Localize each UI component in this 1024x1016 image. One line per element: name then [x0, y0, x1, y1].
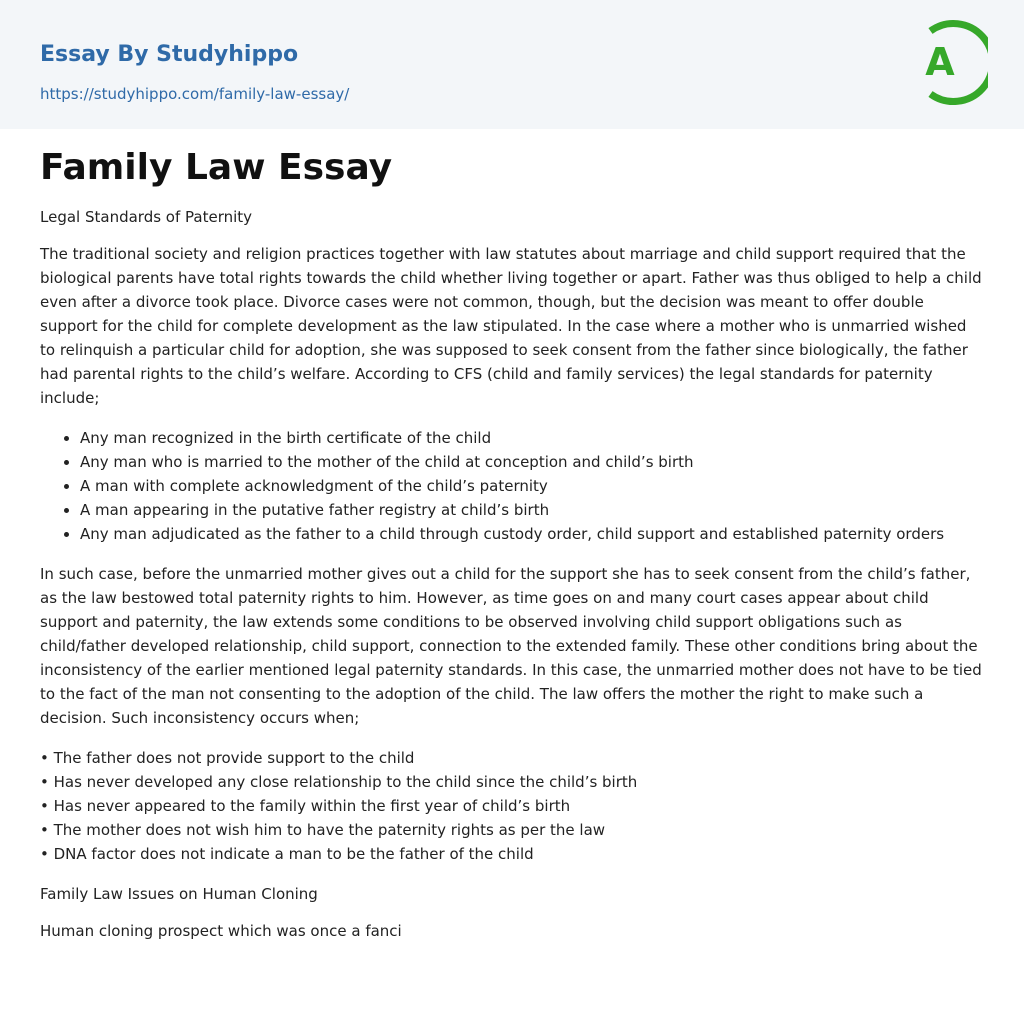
paternity-standards-list — [40, 426, 984, 546]
paragraph-cloning: Human cloning prospect which was once a fanci — [40, 922, 402, 940]
list-item: • DNA factor does not indicate a man to be the father of the child — [40, 845, 534, 863]
site-header — [0, 0, 1024, 129]
logo-letter: A — [925, 40, 955, 84]
inconsistency-list — [40, 746, 984, 866]
list-item: • Any man adjudicated as the father to a child through custody order, child support and established paternity orders — [80, 522, 984, 546]
list-item: • A man with complete acknowledgment of the child’s paternity — [80, 474, 984, 498]
list-item: • A man appearing in the putative father registry at child’s birth — [80, 498, 984, 522]
list-item: • Any man recognized in the birth certificate of the child — [80, 426, 984, 450]
section-heading-cloning: Family Law Issues on Human Cloning — [40, 885, 318, 903]
list-item: • Has never appeared to the family within the first year of child’s birth — [40, 797, 571, 815]
article — [40, 140, 984, 943]
paragraph-inconsistency: In such case, before the unmarried mother gives out a child for the support she has to seek consent from the child’s father, as the law bestowed total paternity rights to him. However, as time goes on and many court cases appear about child support and paternity, the law extends some conditions to be observed involving child support obligations such as child/father developed relationship, child support, connection to the extended family. These other conditions bring about the inconsistency of the earlier mentioned legal paternity standards. In this case, the unmarried mother does not have to be tied to the fact of the man not consenting to the adoption of the child. The law offers the mother the right to make such a decision. Such inconsistency occurs when; — [40, 565, 982, 727]
list-item: • The mother does not wish him to have the paternity rights as per the law — [40, 821, 606, 839]
list-item: • The father does not provide support to the child — [40, 749, 415, 767]
paragraph-intro: The traditional society and religion practices together with law statutes about marriage and child support required that the biological parents have total rights towards the child whether living together or apart. Father was thus obliged to help a child even after a divorce took place. Divorce cases were not common, though, but the decision was meant to offer double support for the child for complete development as the law stipulated. In the case where a mother who is unmarried wished to relinquish a particular child for adoption, she was supposed to seek consent from the father since biologically, the father had parental rights to the child’s welfare. According to CFS (child and family services) the legal standards for paternity include; — [40, 245, 982, 407]
list-item: • Any man who is married to the mother of the child at conception and child’s birth — [80, 450, 984, 474]
studyhippo-logo[interactable] — [912, 18, 988, 106]
section-heading-paternity: Legal Standards of Paternity — [40, 208, 253, 226]
list-item: • Has never developed any close relationship to the child since the child’s birth — [40, 773, 638, 791]
essay-url-link[interactable]: https://studyhippo.com/family-law-essay/ — [40, 85, 350, 103]
site-brand[interactable]: Essay By Studyhippo — [40, 42, 299, 67]
page-title: Family Law Essay — [40, 147, 393, 188]
